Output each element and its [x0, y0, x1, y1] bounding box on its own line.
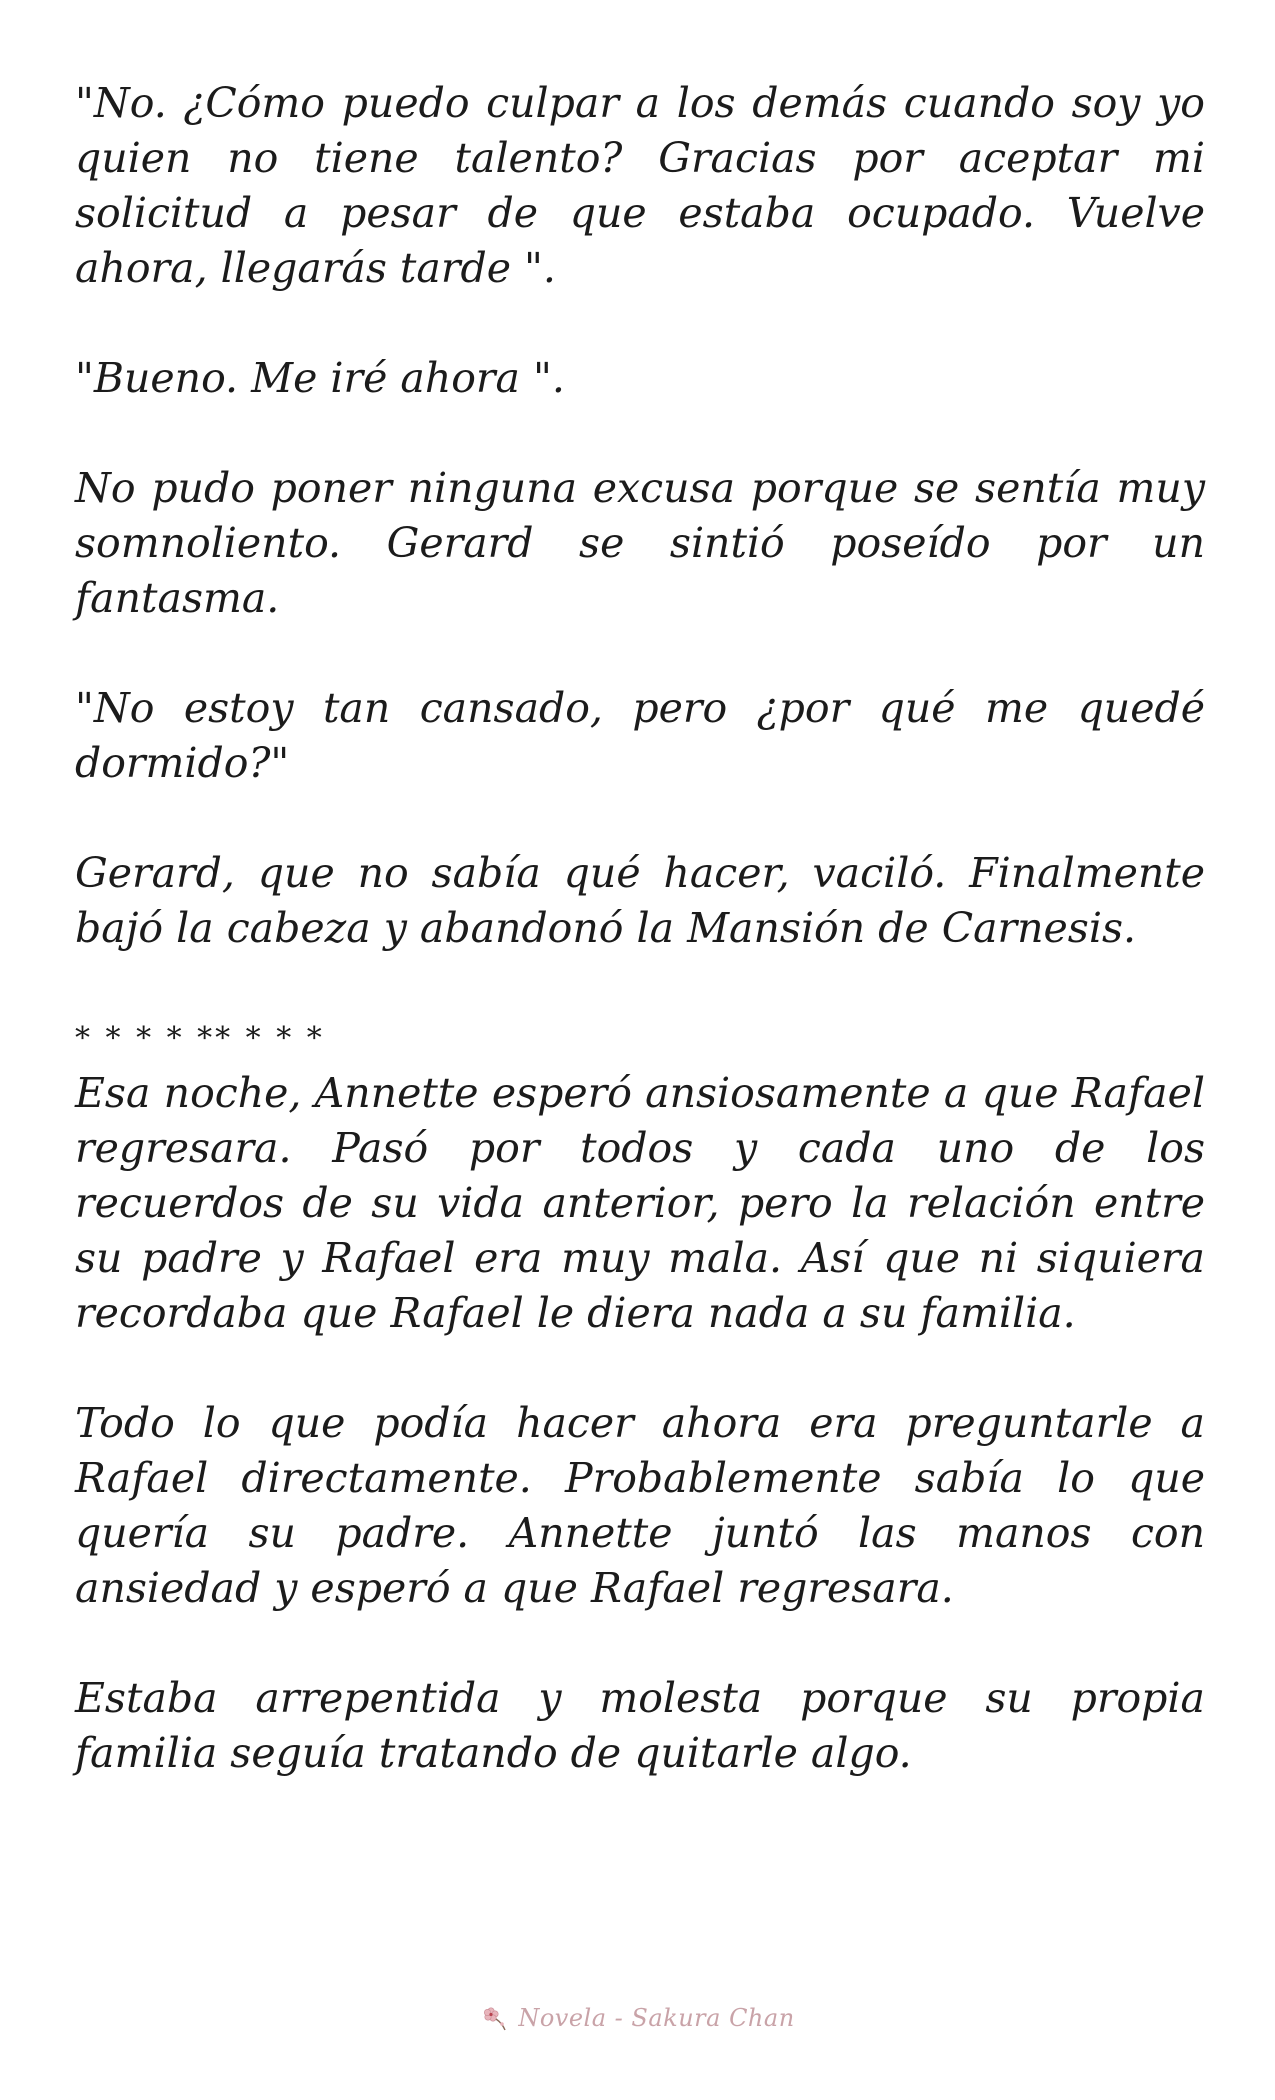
scene-separator: * * * * ** * * * [75, 1021, 325, 1056]
document-body [75, 76, 1205, 1836]
paragraph-4: "No estoy tan cansado, pero ¿por qué me quedé dormido?" [75, 684, 1205, 787]
cherry-blossom-icon [480, 2003, 510, 2033]
paragraph-7: Todo lo que podía hacer ahora era preguntarle a Rafael directamente. Probablemente sabía lo que quería su padre. Annette juntó las manos con ansiedad y esperó a que Rafael regresara. [75, 1399, 1205, 1612]
paragraph-2: "Bueno. Me iré ahora ". [75, 354, 565, 402]
paragraph-5: Gerard, que no sabía qué hacer, vaciló. Finalmente bajó la cabeza y abandonó la Mansión de Carnesis. [75, 849, 1205, 952]
paragraph-1: "No. ¿Cómo puedo culpar a los demás cuando soy yo quien no tiene talento? Gracias por aceptar mi solicitud a pesar de que estaba ocupado. Vuelve ahora, llegarás tarde ". [75, 79, 1205, 292]
watermark-text: Novela - Sakura Chan [518, 2003, 795, 2032]
paragraph-6: Esa noche, Annette esperó ansiosamente a que Rafael regresara. Pasó por todos y cada uno de los recuerdos de su vida anterior, pero la relación entre su padre y Rafael era muy mala. Así que ni siquiera recordaba que Rafael le diera nada a su familia. [75, 1069, 1205, 1337]
paragraph-3: No pudo poner ninguna excusa porque se sentía muy somnoliento. Gerard se sintió poseído por un fantasma. [75, 464, 1205, 622]
watermark [0, 1995, 1275, 2040]
paragraph-8: Estaba arrepentida y molesta porque su propia familia seguía tratando de quitarle algo. [75, 1674, 1205, 1777]
